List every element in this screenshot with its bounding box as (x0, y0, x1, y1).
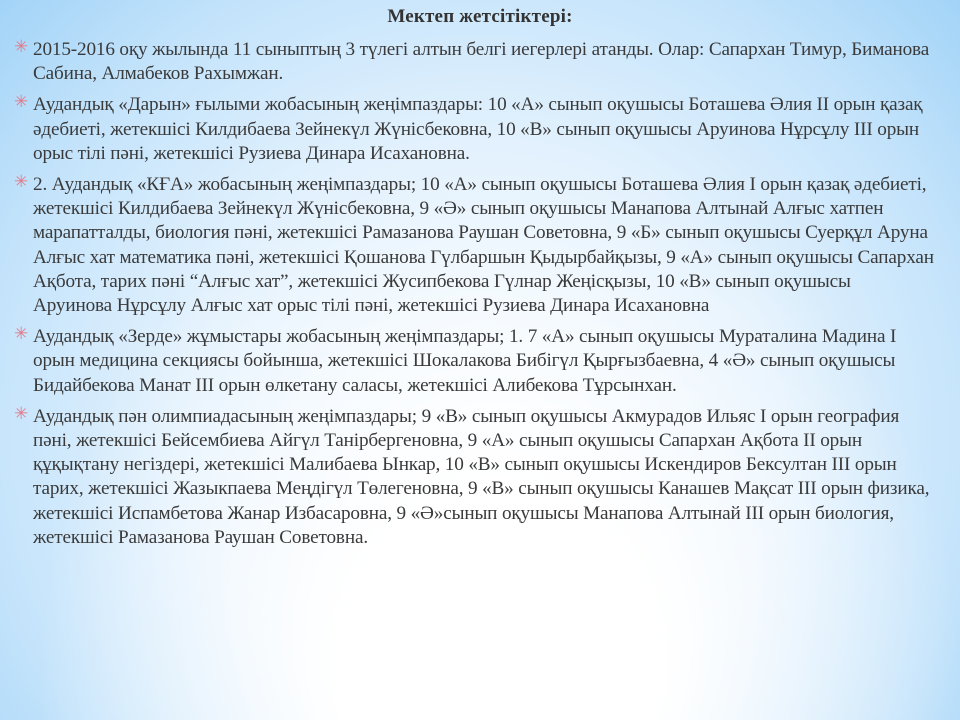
list-item-text: Аудандық пән олимпиадасының жеңімпаздары; 9 «В» сынып оқушысы Акмурадов Ильяс I орын география пәні, жетекшісі Бейсембиева Айгүл Танірбергеновна, 9 «А» сынып оқушысы Сапархан Ақбота II орын құқықтану негіздері, жетекшісі Малибаева Ынкар, 10 «В» сынып оқушысы Искендиров Бексултан III орын тарих, жетекшісі Жазыкпаева Меңдігүл Төлегеновна, 9 «В» сынып оқушысы Канашев Мақсат III орын физика, жетекшісі Испамбетова Жанар Избасаровна, 9 «Ә»сынып оқушысы Манапова Алтынай III орын биология, жетекшісі Рамазанова Раушан Советовна. (33, 405, 930, 548)
list-item (14, 173, 934, 318)
list-item (14, 38, 934, 86)
list-item (14, 405, 934, 550)
achievements-list (14, 38, 934, 557)
list-item-text: 2015-2016 оқу жылында 11 сыныптың 3 түлегі алтын белгі иегерлері атанды. Олар: Сапархан Тимур, Биманова Сабина, Алмабеков Рахымжан. (33, 39, 930, 85)
asterisk-bullet-icon: ✳ (14, 403, 29, 424)
asterisk-bullet-icon: ✳ (14, 172, 29, 193)
list-item-text: 2. Аудандық «КҒА» жобасының жеңімпаздары; 10 «А» сынып оқушысы Боташева Әлия I орын қазақ әдебиеті, жетекшісі Килдибаева Зейнекүл Жүнісбековна, 9 «Ә» сынып оқушысы Манапова Алтынай Алғыс хатпен марапатталды, биология пәні, жетекшісі Рамазанова Раушан Советовна, 9 «Б» сынып оқушысы Суерқұл Аруна Алғыс хат математика пәні, жетекшісі Қошанова Гүлбаршын Қыдырбайқызы, 9 «А» сынып оқушысы Сапархан Ақбота, тарих пәні “Алғыс хат”, жетекшісі Жусипбекова Гүлнар Жеңісқызы, 10 «В» сынып оқушысы Аруинова Нұрсұлу Алғыс хат орыс тілі пәні, жетекшісі Рузиева Динара Исахановна (33, 174, 934, 317)
slide-title: Мектеп жетсітіктері: (387, 6, 573, 27)
asterisk-bullet-icon: ✳ (14, 92, 29, 113)
list-item-text: Аудандық «Дарын» ғылыми жобасының жеңімпаздары: 10 «А» сынып оқушысы Боташева Әлия II орын қазақ әдебиеті, жетекшісі Килдибаева Зейнекүл Жүнісбековна, 10 «В» сынып оқушысы Аруинова Нұрсұлу III орын орыс тілі пәні, жетекшісі Рузиева Динара Исахановна. (33, 94, 923, 164)
list-item (14, 93, 934, 166)
list-item (14, 325, 934, 398)
asterisk-bullet-icon: ✳ (14, 37, 29, 57)
asterisk-bullet-icon: ✳ (14, 324, 29, 345)
list-item-text: Аудандық «Зерде» жұмыстары жобасының жеңімпаздары; 1. 7 «А» сынып оқушысы Мураталина Мадина I орын медицина секциясы бойынша, жетекшісі Шокалакова Бибігүл Қырғызбаевна, 4 «Ә» сынып оқушысы Бидайбекова Манат III орын өлкетану саласы, жетекшісі Алибекова Тұрсынхан. (33, 326, 897, 396)
